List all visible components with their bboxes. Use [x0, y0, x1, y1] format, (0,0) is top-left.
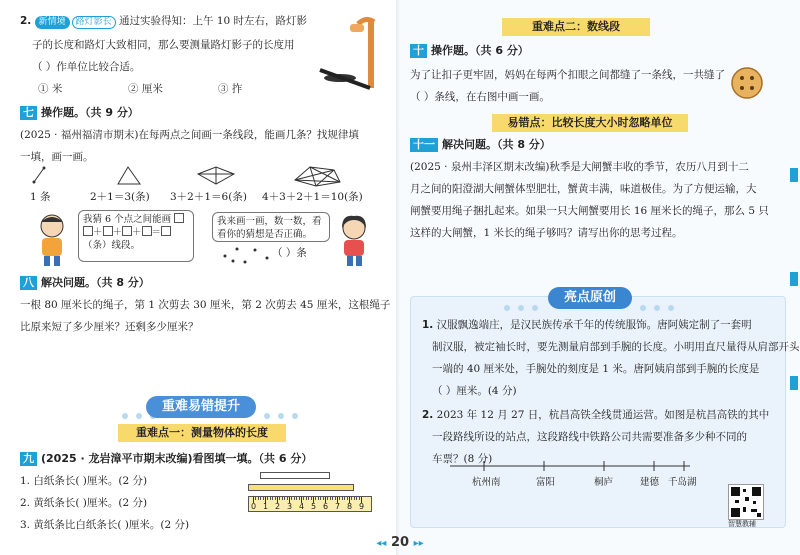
answer-box[interactable]: [161, 226, 171, 236]
ruler-minor-tick: [306, 497, 307, 500]
page-number: ◂◂ 20 ▸▸: [376, 535, 424, 550]
section-8-line2: 比原来短了多少厘米？还剩多少厘米？: [20, 321, 199, 333]
section-11-heading: 十一 解决问题。（共 8 分）: [410, 138, 551, 152]
side-tab: [790, 376, 798, 390]
section-11-line2: 月之间的阳澄湖大闸蟹体型肥壮，蟹黄丰满，味道极佳。为了方便运输，大: [410, 183, 757, 195]
question-2-line2: 子的长度和路灯大致相同，那么要测量路灯影子的长度用: [32, 39, 295, 51]
ruler-minor-tick: [356, 497, 357, 500]
highlight-dots-right: [636, 296, 678, 302]
option-1: ① 米: [38, 83, 63, 95]
section-8-line1: 一根 80 厘米长的绳子，第 1 次剪去 30 厘米，第 2 次剪去 45 厘米，这根绳子: [20, 299, 391, 311]
option-2: ② 厘米: [128, 83, 163, 95]
highlight-q2-line1: 2. 2023 年 12 月 27 日，杭昌高铁全线贯通运营。如图是杭昌高铁的其中: [422, 409, 770, 421]
section-11-line4: 这样的大闸蟹，1 米长的绳子够吗？请写出你的思考过程。: [410, 227, 683, 239]
ruler-minor-tick: [267, 497, 268, 500]
banner-dots-right: [260, 404, 302, 410]
ruler-tick-label: 4: [299, 502, 305, 511]
ruler-tick-label: 1: [263, 502, 269, 511]
ruler-minor-tick: [279, 497, 280, 500]
ruler-tick-label: 3: [287, 502, 293, 511]
station-5: 千岛湖: [668, 477, 697, 488]
ruler-minor-tick: [303, 497, 304, 500]
highlight-banner: 亮点原创: [548, 287, 632, 309]
answer-blank-lines: （ ）条: [272, 247, 307, 259]
ruler: [248, 496, 372, 512]
equation-1: 1 条: [30, 191, 51, 203]
station-1: 杭州南: [472, 477, 501, 488]
button-icon: [730, 66, 764, 100]
ruler-tick-label: 8: [347, 502, 353, 511]
ruler-tick-label: 9: [359, 502, 365, 511]
section-9-q3: 3. 黄纸条比白纸条长( )厘米。(2 分): [20, 519, 190, 531]
answer-box[interactable]: [174, 213, 184, 223]
equation-4: 4＋3＋2＋1＝10(条): [262, 191, 363, 203]
ruler-minor-tick: [275, 497, 276, 500]
ruler-figure: [248, 470, 373, 514]
highlight-q1-line2: 制汉服，被定袖长时，要先测量肩部到手腕的长度。小明用直尺量得从肩部开头: [432, 341, 800, 353]
new-context-tag: 新情境: [35, 16, 70, 29]
ruler-minor-tick: [308, 497, 309, 500]
boy-cartoon-icon: [28, 212, 76, 268]
ruler-minor-tick: [339, 497, 340, 500]
ruler-minor-tick: [351, 497, 352, 500]
highlight-q1-line3: 一端的 40 厘米处，手腕处的刻度是 1 米。唐阿姨肩部到手腕的长度是: [432, 363, 760, 375]
ruler-minor-tick: [287, 497, 288, 500]
ruler-tick-label: 7: [335, 502, 341, 511]
section-10-line2: （ ）条线，在右图中画一画。: [410, 91, 550, 103]
ruler-minor-tick: [359, 497, 360, 500]
ruler-tick-label: 0: [251, 502, 257, 511]
section-9-q1: 1. 白纸条长( )厘米。(2 分): [20, 475, 148, 487]
section-banner: 重难易错提升: [146, 396, 256, 418]
answer-box[interactable]: [122, 226, 132, 236]
ruler-minor-tick: [299, 497, 300, 500]
railway-line: [440, 456, 700, 474]
highlight-q2-line3: 车票？(8 分): [432, 453, 493, 465]
speech-bubble-guess: 我猜 6 个点之间能画 ＋ ＋ ＋ ＝ （条）线段。: [78, 210, 194, 262]
ruler-minor-tick: [330, 497, 331, 500]
ruler-minor-tick: [311, 497, 312, 500]
answer-box[interactable]: [103, 226, 113, 236]
ruler-minor-tick: [263, 497, 264, 500]
option-3: ③ 拃: [218, 83, 243, 95]
station-2: 富阳: [536, 477, 556, 488]
section-9-heading: 九 (2025 · 龙岩漳平市期末改编)看图填一填。（共 6 分）: [20, 452, 312, 466]
qr-label: 智慧教辅: [728, 520, 756, 528]
key-point-1-banner: 重难点一：测量物体的长度: [118, 424, 286, 442]
ruler-tick-label: 5: [311, 502, 317, 511]
section-10-line1: 为了让扣子更牢固，妈妈在每两个扣眼之间都缝了一条线，一共缝了: [410, 69, 725, 81]
section-9-q2: 2. 黄纸条长( )厘米。(2 分): [20, 497, 148, 509]
ruler-minor-tick: [335, 497, 336, 500]
highlight-dots-left: [500, 296, 542, 302]
qr-code-icon[interactable]: [728, 484, 764, 520]
ruler-minor-tick: [342, 497, 343, 500]
ruler-minor-tick: [332, 497, 333, 500]
yellow-paper-strip: [248, 484, 354, 491]
ruler-minor-tick: [323, 497, 324, 500]
girl-cartoon-icon: [330, 214, 378, 268]
error-point-banner: 易错点：比较长度大小时忽略单位: [492, 114, 688, 132]
highlight-q1-line4: （ ）厘米。(4 分): [432, 385, 517, 397]
equation-2: 2＋1＝3(条): [90, 191, 150, 203]
ruler-minor-tick: [354, 497, 355, 500]
section-10-heading: 十 操作题。（共 6 分）: [410, 44, 529, 58]
highlight-q1-line1: 1. 汉服飘逸端庄，是汉民族传承千年的传统服饰。唐阿姨定制了一套明: [422, 319, 752, 331]
ruler-minor-tick: [291, 497, 292, 500]
section-11-line3: 闸蟹要用绳子捆扎起来。如果一只大闸蟹要用长 16 厘米长的绳子，那么 5 只: [410, 205, 769, 217]
ruler-minor-tick: [282, 497, 283, 500]
section-7-heading: 七 操作题。（共 9 分）: [20, 106, 139, 120]
ruler-minor-tick: [344, 497, 345, 500]
question-2-line3: （ ）作单位比较合适。: [32, 61, 141, 73]
side-tab: [790, 168, 798, 182]
station-3: 桐庐: [594, 477, 614, 488]
key-point-2-banner: 重难点二：数线段: [502, 18, 650, 36]
ruler-minor-tick: [296, 497, 297, 500]
ruler-minor-tick: [318, 497, 319, 500]
ruler-minor-tick: [270, 497, 271, 500]
answer-box[interactable]: [142, 226, 152, 236]
ruler-tick-label: 6: [323, 502, 329, 511]
white-paper-strip: [260, 472, 330, 479]
ruler-minor-tick: [258, 497, 259, 500]
station-4: 建德: [640, 477, 660, 488]
ruler-tick-label: 2: [275, 502, 281, 511]
streetlight-illustration: [300, 10, 390, 95]
ruler-minor-tick: [294, 497, 295, 500]
equation-3: 3＋2＋1＝6(条): [170, 191, 247, 203]
question-2-line1: 2. 新情境 路灯影长 通过实验得知：上午 10 时左右，路灯影: [20, 15, 308, 27]
ruler-minor-tick: [260, 497, 261, 500]
side-tab: [790, 272, 798, 286]
highlight-q2-line2: 一段路线所设的站点，这段路线中铁路公司共需要准备多少种不同的: [432, 431, 747, 443]
ruler-minor-tick: [272, 497, 273, 500]
section-7-intro2: 一填，画一画。: [20, 151, 94, 163]
section-7-intro1: (2025 · 福州福清市期末)在每两点之间画一条线段，能画几条？找规律填: [20, 129, 359, 141]
section-11-line1: (2025 · 泉州丰泽区期末改编)秋季是大闸蟹丰收的季节，农历八月到十二: [410, 161, 749, 173]
ruler-minor-tick: [327, 497, 328, 500]
section-8-heading: 八 解决问题。（共 8 分）: [20, 276, 150, 290]
streetlight-tag: 路灯影长: [72, 16, 116, 29]
speech-bubble-draw: 我来画一画，数一数，看 看你的猜想是否正确。: [212, 212, 330, 242]
ruler-minor-tick: [347, 497, 348, 500]
ruler-minor-tick: [315, 497, 316, 500]
ruler-minor-tick: [320, 497, 321, 500]
ruler-minor-tick: [284, 497, 285, 500]
point-diagrams: [20, 164, 390, 188]
ruler-minor-tick: [255, 497, 256, 500]
answer-box[interactable]: [83, 226, 93, 236]
